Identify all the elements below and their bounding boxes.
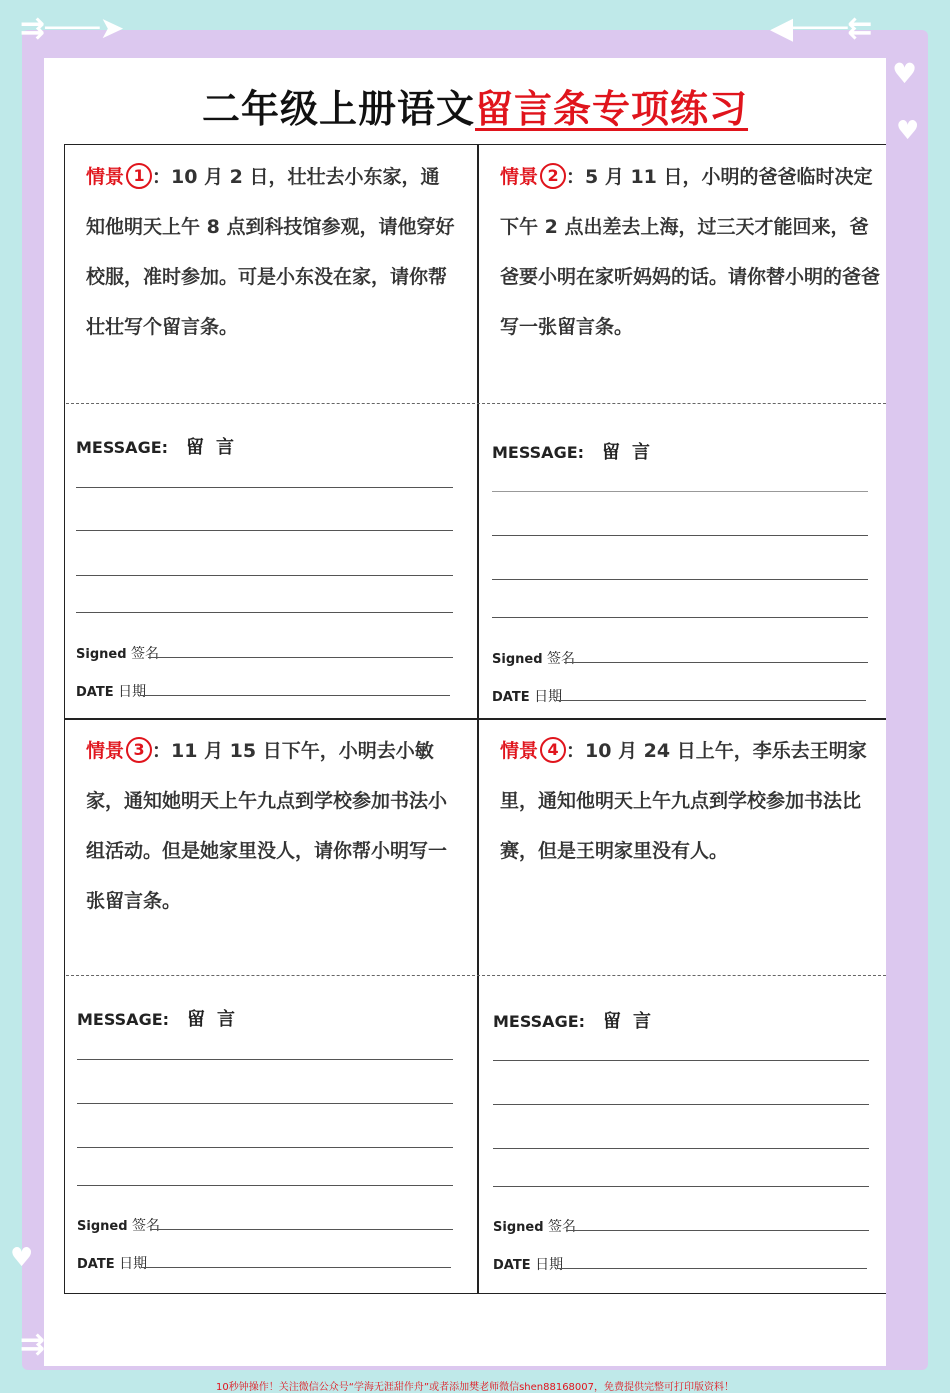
date-line[interactable]	[556, 700, 866, 701]
date-line[interactable]	[557, 1268, 867, 1269]
date-label: DATE 日期	[493, 1257, 564, 1273]
answer-line[interactable]	[493, 1104, 869, 1105]
answer-line[interactable]	[77, 1147, 453, 1148]
date-line[interactable]	[141, 1267, 451, 1268]
date-label: DATE 日期	[76, 684, 147, 700]
dashed-separator	[66, 403, 886, 404]
signed-label: Signed 签名	[493, 1219, 577, 1235]
scenario-2: 情景 2 ：5 月 11 日，小明的爸爸临时决定下午 2 点出差去上海，过三天才能回来，爸爸要小明在家听妈妈的话。请你替小明的爸爸写一张留言条。	[500, 152, 880, 352]
heart-icon: ♥	[10, 1243, 34, 1273]
grid-divider-horizontal	[64, 718, 886, 720]
answer-line[interactable]	[493, 1060, 869, 1061]
date-line[interactable]	[140, 695, 450, 696]
dashed-separator	[66, 975, 886, 976]
scenario-4: 情景 4 ：10 月 24 日上午，李乐去王明家里，通知他明天上午九点到学校参加书法比赛，但是王明家里没有人。	[500, 726, 870, 876]
answer-line[interactable]	[493, 1148, 869, 1149]
signature-line[interactable]	[564, 662, 868, 663]
signature-line[interactable]	[150, 1229, 453, 1230]
answer-line[interactable]	[492, 617, 868, 618]
date-label: DATE 日期	[77, 1256, 148, 1272]
signed-label: Signed 签名	[492, 651, 576, 667]
footer-note: 10秒钟操作！关注微信公众号“学海无涯甜作舟”或者添加樊老师微信shen88168007，免费提供完整可打印版资料！	[215, 1382, 735, 1393]
answer-line[interactable]	[76, 487, 453, 488]
answer-line[interactable]	[492, 535, 868, 536]
answer-line[interactable]	[76, 575, 453, 576]
answer-line[interactable]	[76, 530, 453, 531]
arrow-ornament-icon: ◀───⇇	[770, 11, 873, 46]
scenario-3: 情景 3 ：11 月 15 日下午，小明去小敏家，通知她明天上午九点到学校参加书法小组活动。但是她家里没人，请你帮小明写一张留言条。	[86, 726, 456, 926]
answer-line[interactable]	[77, 1185, 453, 1186]
signed-label: Signed 签名	[76, 646, 160, 662]
answer-line[interactable]	[492, 579, 868, 580]
message-heading: MESSAGE: 留言	[493, 1011, 664, 1032]
answer-line[interactable]	[493, 1186, 869, 1187]
signed-label: Signed 签名	[77, 1218, 161, 1234]
answer-line[interactable]	[492, 491, 868, 492]
signature-line[interactable]	[148, 657, 453, 658]
heart-icon: ♥	[892, 57, 918, 90]
arrow-ornament-icon: ⇉───➤	[20, 1327, 125, 1362]
message-heading: MESSAGE: 留言	[77, 1009, 248, 1030]
page-title: 二年级上册语文留言条专项练习	[201, 87, 749, 131]
signature-line[interactable]	[566, 1230, 869, 1231]
scenario-1: 情景 1 ：10 月 2 日，壮壮去小东家，通知他明天上午 8 点到科技馆参观，请他穿好校服，准时参加。可是小东没在家，请你帮壮壮写个留言条。	[86, 152, 456, 352]
answer-line[interactable]	[77, 1059, 453, 1060]
answer-line[interactable]	[76, 612, 453, 613]
message-heading: MESSAGE: 留言	[76, 437, 247, 458]
date-label: DATE 日期	[492, 689, 563, 705]
arrow-ornament-icon: ⇉───➤	[20, 11, 125, 46]
message-heading: MESSAGE: 留言	[492, 442, 663, 463]
answer-line[interactable]	[77, 1103, 453, 1104]
heart-icon: ♥	[896, 116, 920, 146]
arrow-ornament-icon: ◀───⇇	[770, 1327, 873, 1362]
